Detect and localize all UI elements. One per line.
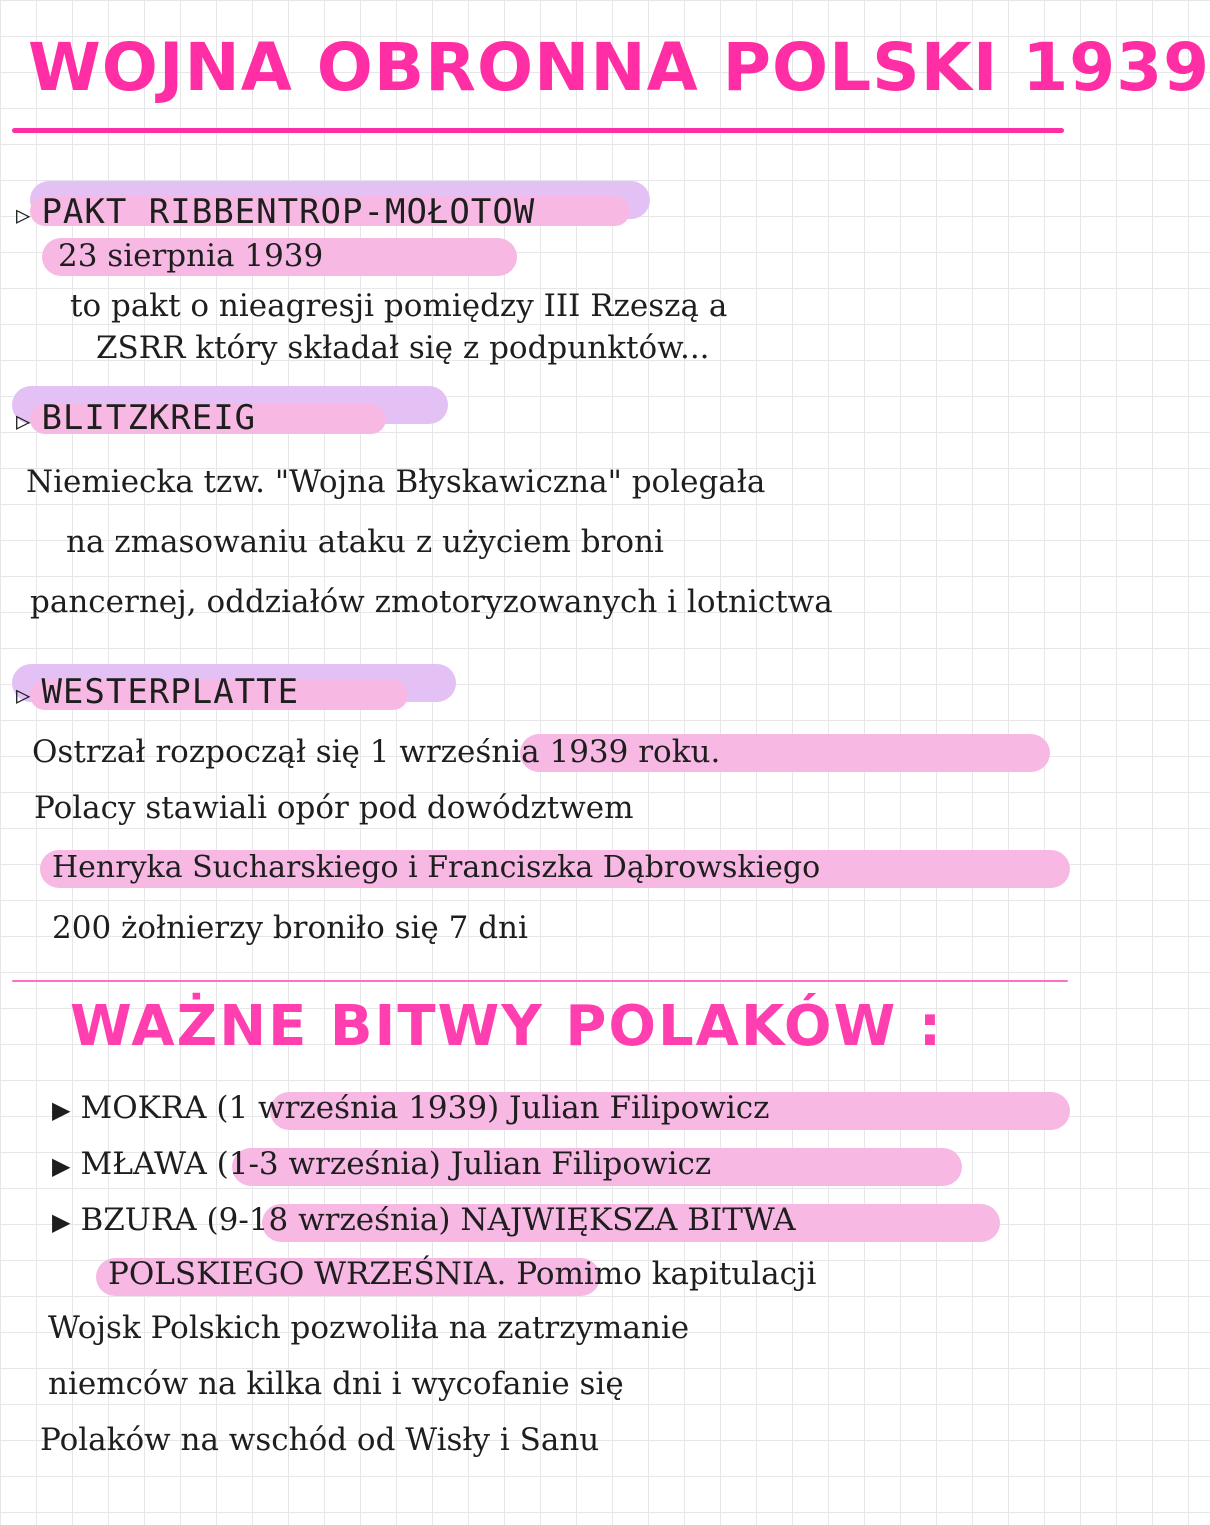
section-heading-westerplatte: ▷ WESTERPLATTE: [16, 672, 300, 712]
triangle-bullet-icon: ▶: [52, 1096, 71, 1124]
section-divider: [12, 980, 1068, 982]
battle-item-mlawa: ▶ MŁAWA (1-3 września) Julian Filipowicz: [52, 1146, 712, 1182]
pakt-line: ZSRR który składał się z podpunktów...: [96, 330, 710, 366]
section-heading-blitzkrieg: ▷ BLITZKREIG: [16, 398, 257, 438]
triangle-bullet-icon: ▷: [16, 681, 32, 709]
bzura-line: POLSKIEGO WRZEŚNIA. Pomimo kapitulacji: [108, 1256, 817, 1292]
blitzkrieg-line: Niemiecka tzw. "Wojna Błyskawiczna" polegała: [26, 464, 766, 500]
triangle-bullet-icon: ▶: [52, 1208, 71, 1236]
pakt-line: to pakt o nieagresji pomiędzy III Rzeszą a: [70, 288, 728, 324]
westerplatte-line: Polacy stawiali opór pod dowództwem: [34, 790, 634, 826]
title-underline: [12, 128, 1064, 133]
triangle-bullet-icon: ▷: [16, 201, 32, 229]
battles-title: WAŻNE BITWY POLAKÓW :: [70, 994, 944, 1059]
westerplatte-line: Ostrzał rozpoczął się 1 września 1939 roku.: [32, 734, 721, 770]
bzura-line: Polaków na wschód od Wisły i Sanu: [40, 1422, 600, 1458]
westerplatte-line: Henryka Sucharskiego i Franciszka Dąbrowskiego: [52, 850, 821, 885]
page-title: WOJNA OBRONNA POLSKI 1939: [28, 29, 1210, 106]
blitzkrieg-line: pancernej, oddziałów zmotoryzowanych i lotnictwa: [30, 584, 833, 620]
triangle-bullet-icon: ▷: [16, 407, 32, 435]
bzura-line: niemców na kilka dni i wycofanie się: [48, 1366, 624, 1402]
section-heading-pakt: ▷ PAKT RIBBENTROP-MOŁOTOW: [16, 192, 536, 232]
battle-item-bzura: ▶ BZURA (9-18 września) NAJWIĘKSZA BITWA: [52, 1202, 796, 1238]
battle-item-mokra: ▶ MOKRA (1 września 1939) Julian Filipowicz: [52, 1090, 770, 1126]
bzura-line: Wojsk Polskich pozwoliła na zatrzymanie: [48, 1310, 690, 1346]
triangle-bullet-icon: ▶: [52, 1152, 71, 1180]
blitzkrieg-line: na zmasowaniu ataku z użyciem broni: [66, 524, 664, 560]
westerplatte-line: 200 żołnierzy broniło się 7 dni: [52, 910, 528, 946]
pakt-date: 23 sierpnia 1939: [58, 238, 324, 274]
